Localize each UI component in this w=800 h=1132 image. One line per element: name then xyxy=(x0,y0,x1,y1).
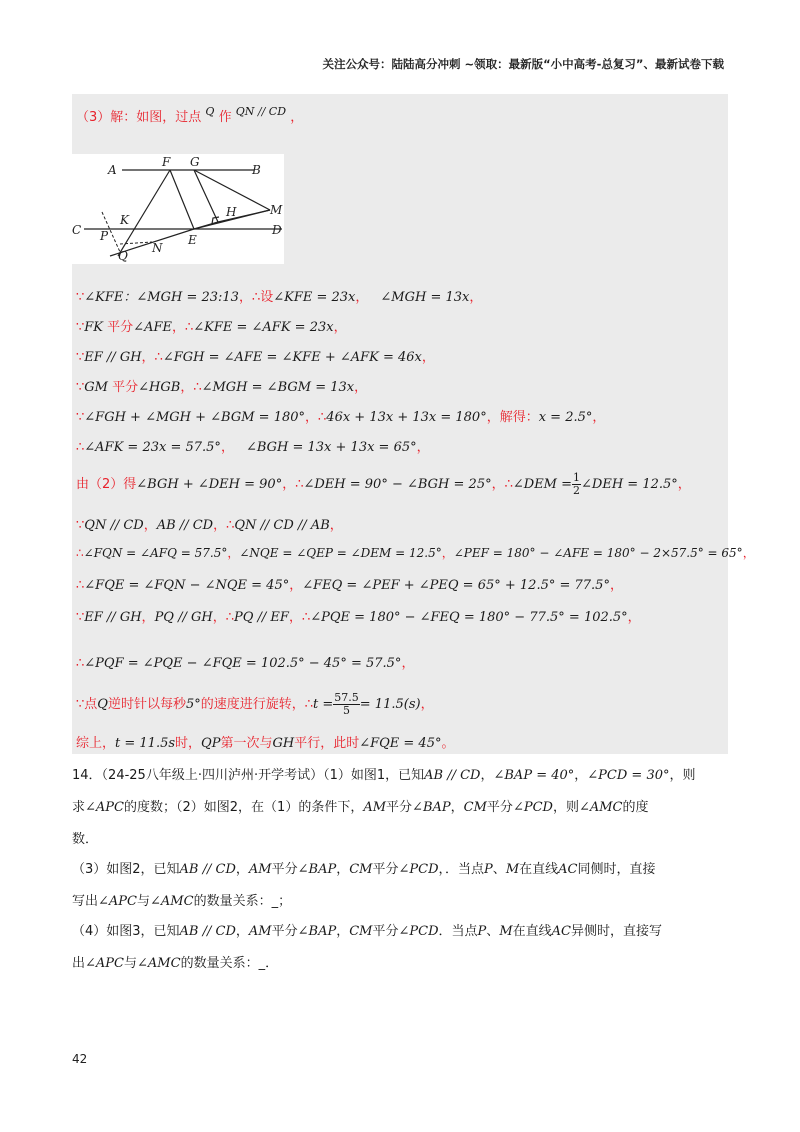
label-h: H xyxy=(226,205,237,219)
problem-line-6: （4）如图3，已知AB // CD，AM平分∠BAP，CM平分∠PCD．当点P、M在直线AC异侧时，直接写 xyxy=(72,924,662,939)
problem-line-3: 数． xyxy=(72,832,99,847)
fraction-time: $\frac{57.5}{5}$ xyxy=(334,691,359,717)
line-eh xyxy=(194,222,218,229)
label-g: G xyxy=(190,155,200,169)
fraction-half: $\frac{1}{2}$ xyxy=(573,471,581,497)
page-number: 42 xyxy=(72,1052,88,1066)
solution-line-11: ∵EF // GH，PQ // GH，∴PQ // EF，∴∠PQE = 180° − ∠FEQ = 180° − 77.5° = 102.5°， xyxy=(76,610,641,625)
line-gh xyxy=(194,170,218,222)
geometry-figure xyxy=(72,154,284,264)
solution-line-4: ∵GM 平分∠HGB，∴∠MGH = ∠BGM = 13x， xyxy=(76,380,368,395)
label-b: B xyxy=(252,163,261,177)
solution-line-7: 由（2）得∠BGH + ∠DEH = 90°，∴∠DEH = 90° − ∠BGH = 25°，∴∠DEM = $\frac{1}{2}$ ∠DEH = 12.5°， xyxy=(76,471,691,497)
label-e: E xyxy=(188,233,197,247)
solution-line-2: ∵FK 平分∠AFE，∴∠KFE = ∠AFK = 23x， xyxy=(76,320,347,335)
solution-line-10: ∴∠FQE = ∠FQN − ∠NQE = 45°，∠FEQ = ∠PEF + ∠PEQ = 65° + 12.5° = 77.5°， xyxy=(76,578,623,593)
solution-intro: （3）解：如图，过点 $^Q$ 作 $^{QN // CD}$ ， xyxy=(76,105,304,125)
solution-line-14: 综上，t = 11.5s时，QP第一次与GH平行，此时∠FQE = 45°。 xyxy=(76,736,455,751)
label-m: M xyxy=(270,203,283,217)
problem-line-1: 14．（24-25八年级上·四川泸州·开学考试）（1）如图1，已知AB // CD，∠BAP = 40°，∠PCD = 30°，则 xyxy=(72,768,696,783)
label-q: Q xyxy=(118,249,128,263)
label-c: C xyxy=(72,223,82,237)
solution-line-8: ∵QN // CD，AB // CD，∴QN // CD // AB， xyxy=(76,518,343,533)
problem-line-7: 出∠APC与∠AMC的数量关系：_． xyxy=(72,956,279,971)
label-a: A xyxy=(108,163,117,177)
page-header: 关注公众号：陆陆高分冲刺 ~领取：最新版“小中高考-总复习”、最新试卷下载 xyxy=(322,57,724,71)
solution-line-9: ∴∠FQN = ∠AFQ = 57.5°，∠NQE = ∠QEP = ∠DEM = 12.5°，∠PEF = 180° − ∠AFE = 180° − 2×57.5° = 65°， xyxy=(76,546,755,560)
label-d: D xyxy=(272,223,282,237)
solution-line-1: ∵∠KFE：∠MGH = 23:13，∴设∠KFE = 23x， ∠MGH = 13x， xyxy=(76,290,483,305)
solution-line-6: ∴∠AFK = 23x = 57.5°， ∠BGH = 13x + 13x = 65°， xyxy=(76,440,430,455)
solution-line-5: ∵∠FGH + ∠MGH + ∠BGM = 180°，∴46x + 13x + 13x = 180°，解得：x = 2.5°， xyxy=(76,410,606,425)
problem-line-4: （3）如图2，已知AB // CD，AM平分∠BAP，CM平分∠PCD，．当点P、M在直线AC同侧时，直接 xyxy=(72,862,656,877)
line-fe xyxy=(170,170,194,229)
label-f: F xyxy=(162,155,171,169)
label-p: P xyxy=(100,229,109,243)
problem-line-5: 写出∠APC与∠AMC的数量关系：_； xyxy=(72,894,292,909)
problem-line-2: 求∠APC的度数；（2）如图2，在（1）的条件下，AM平分∠BAP，CM平分∠PCD，则∠AMC的度 xyxy=(72,800,649,815)
solution-line-13: ∵点Q逆时针以每秒5°的速度进行旋转，∴t = $\frac{57.5}{5}$ = 11.5(s)， xyxy=(76,691,434,717)
solution-block xyxy=(72,94,755,754)
label-k: K xyxy=(120,213,129,227)
label-n: N xyxy=(152,241,163,255)
solution-line-12: ∴∠PQF = ∠PQE − ∠FQE = 102.5° − 45° = 57.5°， xyxy=(76,656,415,671)
geometry-diagram xyxy=(72,154,284,264)
solution-line-3: ∵EF // GH，∴∠FGH = ∠AFE = ∠KFE + ∠AFK = 46x， xyxy=(76,350,435,365)
